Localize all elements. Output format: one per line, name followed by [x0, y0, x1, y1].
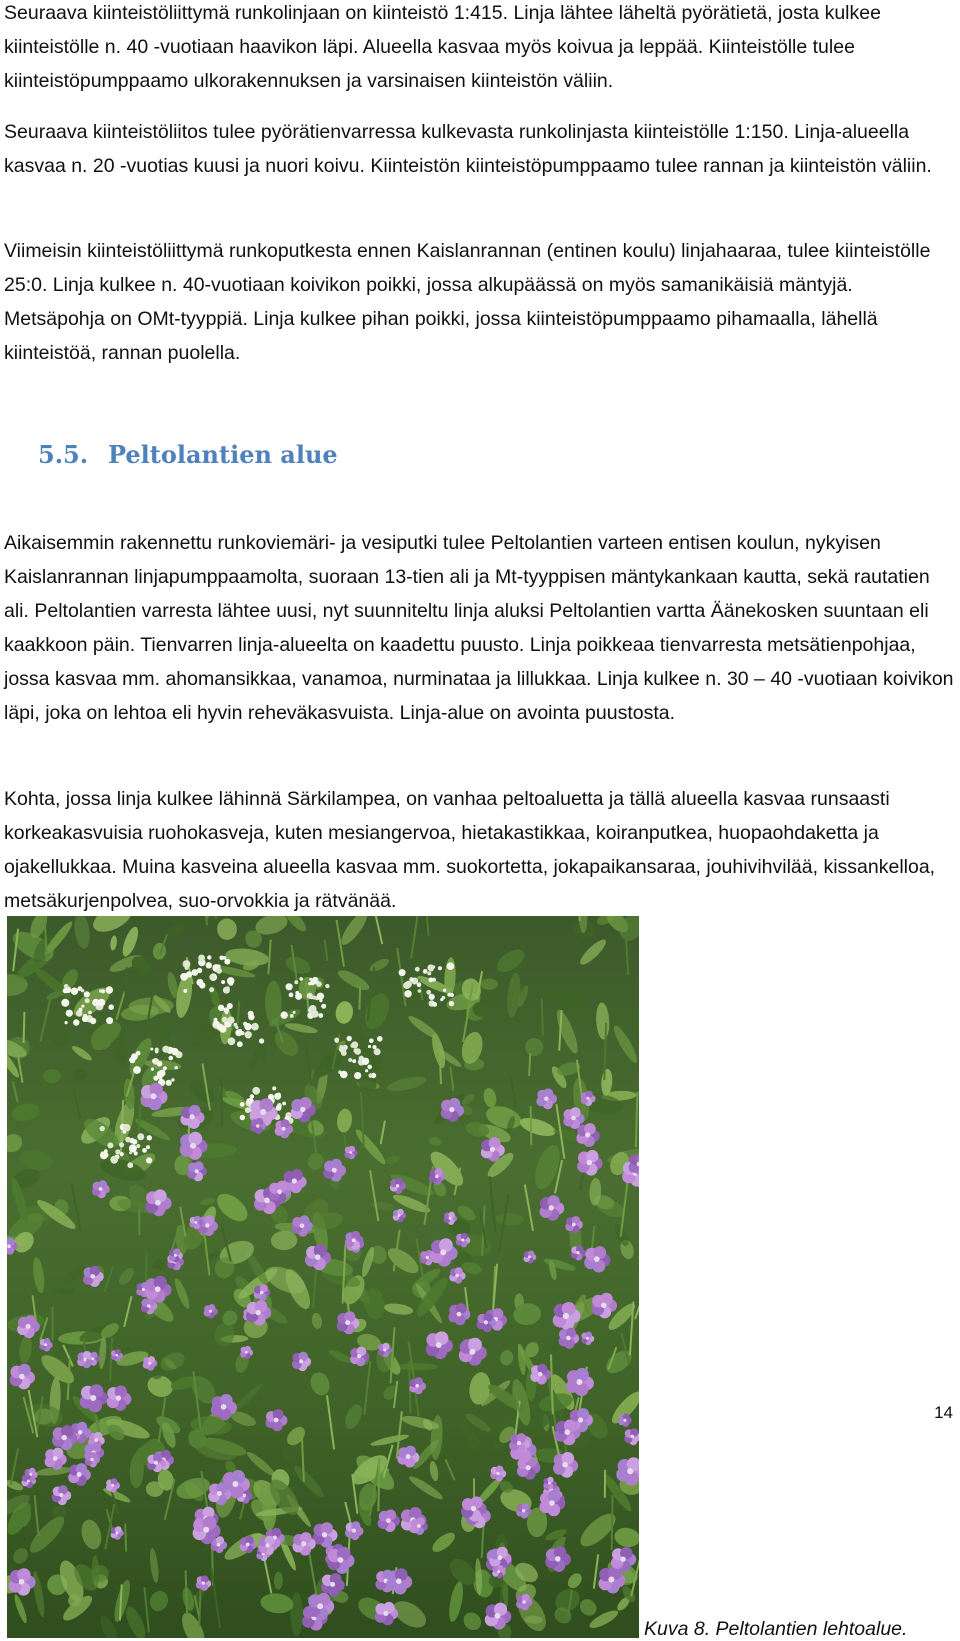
paragraph-3: Viimeisin kiinteistöliittymä runkoputkesta ennen Kaislanrannan (entinen koulu) linjahaaraa, tulee kiinteistölle 25:0. Linja kulkee n. 40-vuotiaan koivikon poikki, jossa alkupäässä on myös samanikäisiä mäntyjä. Metsäpohja on OMt-tyyppiä. Linja kulkee pihan poikki, jossa kiinteistöpumppaamo pihamaalla, lähellä kiinteistöä, rannan puolella. [4, 234, 954, 370]
paragraph-4: Aikaisemmin rakennettu runkoviemäri- ja vesiputki tulee Peltolantien varteen entisen koulun, nykyisen Kaislanrannan linjapumppaamolta, suoraan 13-tien ali ja Mt-tyyppisen mäntykankaan kautta, sekä rautatien ali. Peltolantien varresta lähtee uusi, nyt suunniteltu linja aluksi Peltolantien vartta Äänekosken suuntaan eli kaakkoon päin. Tienvarren linja-alueelta on kaadettu puusto. Linja poikkeaa tienvarresta metsätienpohjaa, jossa kasvaa mm. ahomansikkaa, vanamoa, nurminataa ja lillukkaa. Linja kulkee n. 30 – 40 -vuotiaan koivikon läpi, joka on lehtoa eli hyvin reheväkasvuista. Linja-alue on avointa puustosta. [4, 526, 959, 730]
paragraph-2: Seuraava kiinteistöliitos tulee pyörätienvarressa kulkevasta runkolinjasta kiinteistölle 1:150. Linja-alueella kasvaa n. 20 -vuotias kuusi ja nuori koivu. Kiinteistön kiinteistöpumppaamo tulee rannan ja kiinteistön väliin. [4, 115, 954, 183]
paragraph-5: Kohta, jossa linja kulkee lähinnä Särkilampea, on vanhaa peltoaluetta ja tällä alueella kasvaa runsaasti korkeakasvuisia ruohokasveja, kuten mesiangervoa, hietakastikkaa, koiranputkea, huopaohdaketta ja ojakellukkaa. Muina kasveina alueella kasvaa mm. suokortetta, jokapaikansaraa, jouhivihvilää, kissankelloa, metsäkurjenpolvea, suo-orvokkia ja rätvänää. [4, 782, 959, 918]
section-number: 5.5. [38, 440, 108, 469]
paragraph-1: Seuraava kiinteistöliittymä runkolinjaan on kiinteistö 1:415. Linja lähtee läheltä pyörätietä, josta kulkee kiinteistölle n. 40 -vuotiaan haavikon läpi. Alueella kasvaa myös koivua ja leppää. Kiinteistölle tulee kiinteistöpumppaamo ulkorakennuksen ja varsinaisen kiinteistön väliin. [4, 0, 954, 98]
meadow-flowers-photo [7, 916, 639, 1638]
figure-caption: Kuva 8. Peltolantien lehtoalue. [644, 1618, 907, 1641]
page-number: 14 [934, 1403, 953, 1423]
section-title: Peltolantien alue [108, 440, 338, 469]
section-heading [38, 440, 338, 469]
